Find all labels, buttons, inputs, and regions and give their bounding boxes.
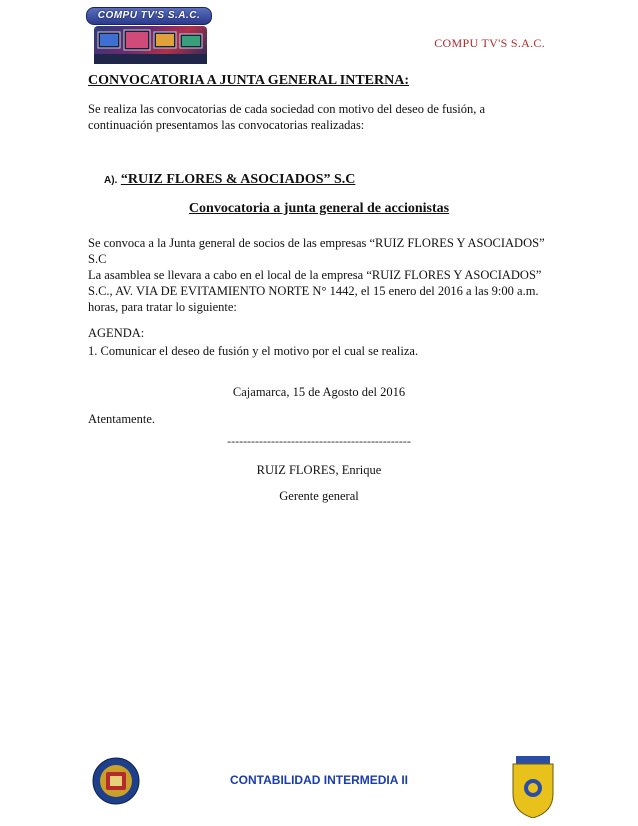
signer-name: RUIZ FLORES, Enrique bbox=[256, 463, 382, 477]
body-text bbox=[88, 235, 558, 315]
section-a-title bbox=[104, 172, 355, 188]
body-line-1: Se convoca a la Junta general de socios de las empresas “RUIZ FLORES Y ASOCIADOS” S.C bbox=[88, 236, 545, 266]
signature-line: ---------------------------------------------- bbox=[227, 434, 411, 448]
section-company-name: “RUIZ FLORES & ASOCIADOS” S.C bbox=[120, 172, 356, 187]
closing-text: Atentamente. bbox=[88, 412, 155, 426]
header-company-name: COMPU TV'S S.A.C. bbox=[434, 36, 545, 50]
footer-course-name: CONTABILIDAD INTERMEDIA II bbox=[230, 773, 408, 787]
national-university-shield-icon bbox=[510, 756, 556, 818]
intro-paragraph: Se realiza las convocatorias de cada sociedad con motivo del deseo de fusión, a continuación presentamos las convocatorias realizadas: bbox=[88, 102, 486, 132]
logo-image bbox=[94, 26, 207, 64]
agenda-item: 1. Comunicar el deseo de fusión y el motivo por el cual se realiza. bbox=[88, 344, 419, 358]
subheading: Convocatoria a junta general de accionistas bbox=[188, 201, 450, 216]
signer-position: Gerente general bbox=[279, 489, 359, 503]
tv-monitors-icon bbox=[94, 26, 207, 64]
agenda-label: AGENDA: bbox=[88, 326, 145, 340]
page-title: CONVOCATORIA A JUNTA GENERAL INTERNA: bbox=[88, 73, 409, 88]
section-letter: A). bbox=[104, 175, 118, 186]
date-line: Cajamarca, 15 de Agosto del 2016 bbox=[232, 385, 406, 399]
company-logo-title: COMPU TV'S S.A.C. bbox=[86, 7, 212, 25]
body-line-2: La asamblea se llevara a cabo en el local de la empresa “RUIZ FLORES Y ASOCIADOS” S.C., AV. VIA DE EVITAMIENTO NORTE N° 1442, el 15 enero del 2016 a las 9:00 a.m. horas, para tratar lo siguiente: bbox=[88, 268, 542, 314]
